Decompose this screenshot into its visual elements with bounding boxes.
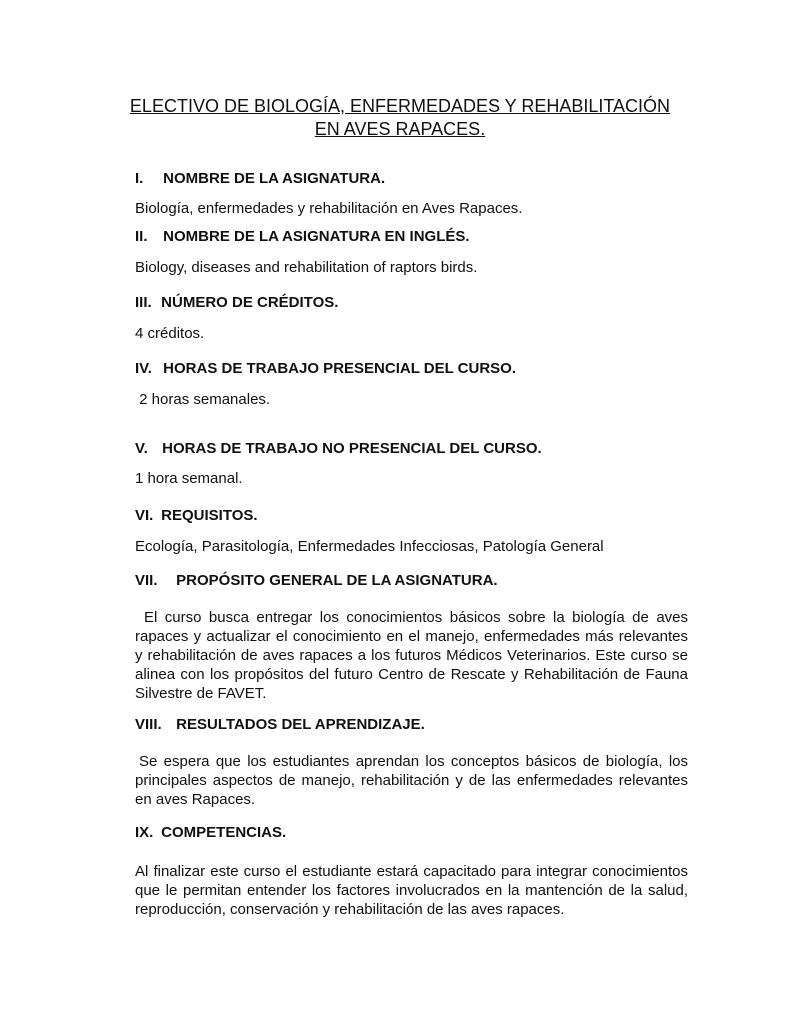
section-3-heading [135, 294, 338, 312]
section-7-number: VII. [135, 572, 158, 589]
section-7-title: PROPÓSITO GENERAL DE LA ASIGNATURA. [176, 572, 498, 589]
document-title-line-1: ELECTIVO DE BIOLOGÍA, ENFERMEDADES Y REHABILITACIÓN [129, 96, 671, 116]
section-5-number: V. [135, 440, 148, 457]
section-9-content: Al finalizar este curso el estudiante estará capacitado para integrar conocimientos que le permitan entender los factores involucrados en la mantención de la salud, reproducción, conservación y rehabilitación de las aves rapaces. [135, 863, 688, 918]
section-6-number: VI. [135, 507, 154, 524]
section-9-number: IX. [135, 824, 154, 841]
section-1-heading [135, 170, 385, 188]
section-4-content: 2 horas semanales. [135, 391, 271, 408]
section-5-title: HORAS DE TRABAJO NO PRESENCIAL DEL CURSO. [162, 440, 542, 457]
section-2-content: Biology, diseases and rehabilitation of raptors birds. [135, 259, 478, 276]
section-8-number: VIII. [135, 716, 162, 733]
section-6-title: REQUISITOS. [161, 507, 258, 524]
section-8-content: Se espera que los estudiantes aprendan los conceptos básicos de biología, los principales aspectos de manejo, rehabilitación y de las enfermedades relevantes en aves Rapaces. [135, 753, 688, 808]
section-2-title: NOMBRE DE LA ASIGNATURA EN INGLÉS. [163, 228, 470, 245]
section-8-heading [135, 716, 425, 734]
section-9-title: COMPETENCIAS. [161, 824, 287, 841]
section-7-heading [135, 572, 498, 590]
section-5-heading [135, 440, 542, 458]
section-6-content: Ecología, Parasitología, Enfermedades Infecciosas, Patología General [135, 538, 604, 555]
section-4-title: HORAS DE TRABAJO PRESENCIAL DEL CURSO. [163, 360, 516, 377]
section-9-heading [135, 824, 286, 842]
section-3-number: III. [135, 294, 152, 311]
section-3-title: NÚMERO DE CRÉDITOS. [161, 294, 339, 311]
section-8-title: RESULTADOS DEL APRENDIZAJE. [176, 716, 425, 733]
section-1-number: I. [135, 170, 144, 187]
section-4-heading [135, 360, 516, 378]
section-4-number: IV. [135, 360, 152, 377]
document-title-line-2: EN AVES RAPACES. [314, 119, 486, 139]
section-6-heading [135, 507, 258, 525]
section-3-content: 4 créditos. [135, 325, 205, 342]
section-1-title: NOMBRE DE LA ASIGNATURA. [163, 170, 386, 187]
section-7-content: El curso busca entregar los conocimientos básicos sobre la biología de aves rapaces y actualizar el conocimiento en el manejo, enfermedades más relevantes y rehabilitación de aves rapaces a los futuros Médicos Veterinarios. Este curso se alinea con los propósitos del futuro Centro de Rescate y Rehabilitación de Fauna Silvestre de FAVET. [135, 609, 688, 702]
section-1-content: Biología, enfermedades y rehabilitación en Aves Rapaces. [135, 200, 523, 217]
section-5-content: 1 hora semanal. [135, 470, 243, 487]
section-2-heading [135, 228, 470, 246]
section-2-number: II. [135, 228, 148, 245]
